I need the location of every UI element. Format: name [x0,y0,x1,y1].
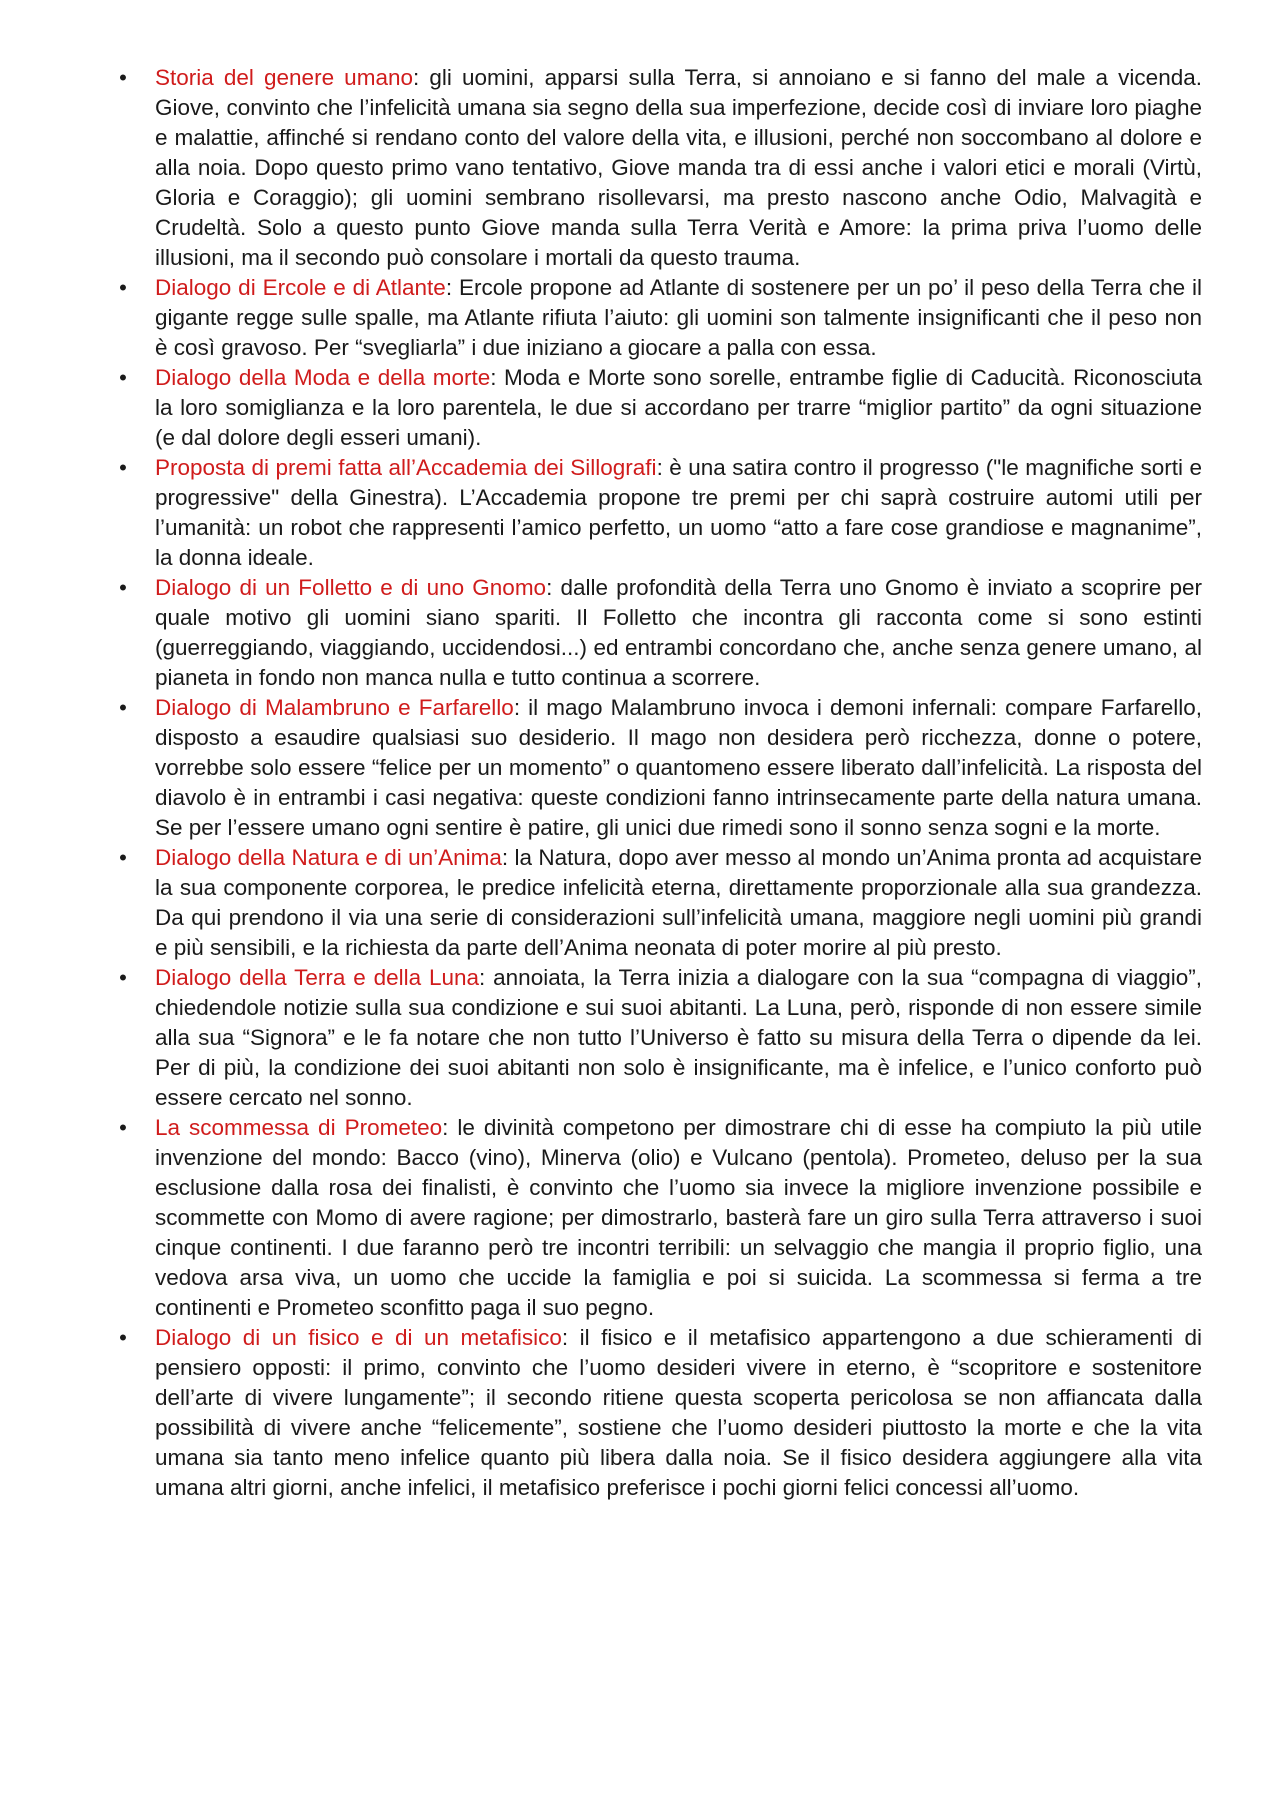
list-item [119,1113,1202,1323]
bullet-icon: • [119,1325,127,1350]
item-title: Dialogo di un fisico e di un metafisico [155,1325,562,1350]
bullet-icon: • [119,275,127,300]
item-text: : annoiata, la Terra inizia a dialogare con la sua “compagna di viaggio”, chiedendole notizie sulla sua condizione e sui suoi abitanti. La Luna, però, risponde di non essere simile alla sua “Signora” e le fa notare che non tutto l’Universo è fatto su misura della Terra o dipende da lei. Per di più, la condizione dei suoi abitanti non solo è insignificante, ma è infelice, e l’unico conforto può essere cercato nel sonno. [155,965,1202,1110]
item-text: : dalle profondità della Terra uno Gnomo è inviato a scoprire per quale motivo gli uomini siano spariti. Il Folletto che incontra gli racconta come si sono estinti (guerreggiando, viaggiando, uccidendosi...) ed entrambi concordano che, anche senza genere umano, al pianeta in fondo non manca nulla e tutto continua a scorrere. [155,575,1202,690]
bullet-icon: • [119,1115,127,1140]
item-text: : Moda e Morte sono sorelle, entrambe figlie di Caducità. Riconosciuta la loro somiglianza e la loro parentela, le due si accordano per trarre “miglior partito” da ogni situazione (e dal dolore degli esseri umani). [155,365,1202,450]
list-item [119,843,1202,963]
bullet-icon: • [119,455,127,480]
item-title: Dialogo di Ercole e di Atlante [155,275,446,300]
item-text: : il mago Malambruno invoca i demoni infernali: compare Farfarello, disposto a esaudire qualsiasi suo desiderio. Il mago non desidera però ricchezza, donne o potere, vorrebbe solo essere “felice per un momento” o quantomeno essere liberato dall’infelicità. La risposta del diavolo è in entrambi i casi negativa: queste condizioni fanno intrinsecamente parte della natura umana. Se per l’essere umano ogni sentire è patire, gli unici due rimedi sono il sonno senza sogni e la morte. [155,695,1202,840]
item-title: Dialogo della Terra e della Luna [155,965,480,990]
list-item [119,573,1202,693]
bullet-icon: • [119,365,127,390]
list-item [119,363,1202,453]
bullet-icon: • [119,845,127,870]
item-text: : Ercole propone ad Atlante di sostenere per un po’ il peso della Terra che il gigante regge sulle spalle, ma Atlante rifiuta l’aiuto: gli uomini son talmente insignificanti che il peso non è così gravoso. Per “svegliarla” i due iniziano a giocare a palla con essa. [155,275,1202,360]
item-title: Proposta di premi fatta all’Accademia dei Sillografi [155,455,657,480]
list-item [119,453,1202,573]
item-title: Storia del genere umano [155,65,413,90]
bullet-icon: • [119,575,127,600]
item-title: Dialogo della Moda e della morte [155,365,491,390]
item-title: Dialogo di Malambruno e Farfarello [155,695,514,720]
item-text: : gli uomini, apparsi sulla Terra, si annoiano e si fanno del male a vicenda. Giove, convinto che l’infelicità umana sia segno della sua imperfezione, decide così di inviare loro piaghe e malattie, affinché si rendano conto del valore della vita, e illusioni, perché non soccombano al dolore e alla noia. Dopo questo primo vano tentativo, Giove manda tra di essi anche i valori etici e morali (Virtù, Gloria e Coraggio); gli uomini sembrano risollevarsi, ma presto nascono anche Odio, Malvagità e Crudeltà. Solo a questo punto Giove manda sulla Terra Verità e Amore: la prima priva l’uomo delle illusioni, ma il secondo può consolare i mortali da questo trauma. [155,65,1202,270]
operette-list [119,63,1202,1503]
list-item [119,963,1202,1113]
bullet-icon: • [119,695,127,720]
item-title: La scommessa di Prometeo [155,1115,443,1140]
item-text: : le divinità competono per dimostrare chi di esse ha compiuto la più utile invenzione del mondo: Bacco (vino), Minerva (olio) e Vulcano (pentola). Prometeo, deluso per la sua esclusione dalla rosa dei finalisti, è convinto che l’uomo sia invece la migliore invenzione possibile e scommette con Momo di avere ragione; per dimostrarlo, basterà fare un giro sulla Terra attraverso i suoi cinque continenti. I due faranno però tre incontri terribili: un selvaggio che mangia il proprio figlio, una vedova arsa viva, un uomo che uccide la famiglia e poi si suicida. La scommessa si ferma a tre continenti e Prometeo sconfitto paga il suo pegno. [155,1115,1202,1320]
list-item [119,1323,1202,1503]
list-item [119,63,1202,273]
list-item [119,693,1202,843]
item-title: Dialogo della Natura e di un’Anima [155,845,502,870]
bullet-icon: • [119,965,127,990]
item-text: : il fisico e il metafisico appartengono a due schieramenti di pensiero opposti: il primo, convinto che l’uomo desideri vivere in eterno, è “scopritore e sostenitore dell’arte di vivere lungamente”; il secondo ritiene questa scoperta pericolosa se non affiancata dalla possibilità di vivere anche “felicemente”, sostiene che l’uomo desideri piuttosto la morte e che la vita umana sia tanto meno infelice quanto più libera dalla noia. Se il fisico desidera aggiungere alla vita umana altri giorni, anche infelici, il metafisico preferisce i pochi giorni felici concessi all’uomo. [155,1325,1202,1500]
bullet-icon: • [119,65,127,90]
item-title: Dialogo di un Folletto e di uno Gnomo [155,575,547,600]
list-item [119,273,1202,363]
item-text: : è una satira contro il progresso ("le magnifiche sorti e progressive" della Ginestra). L’Accademia propone tre premi per chi saprà costruire automi utili per l’umanità: un robot che rappresenti l’amico perfetto, un uomo “atto a fare cose grandiose e magnanime”, la donna ideale. [155,455,1202,570]
item-text: : la Natura, dopo aver messo al mondo un’Anima pronta ad acquistare la sua componente corporea, le predice infelicità eterna, direttamente proporzionale alla sua grandezza. Da qui prendono il via una serie di considerazioni sull’infelicità umana, maggiore negli uomini più grandi e più sensibili, e la richiesta da parte dell’Anima neonata di poter morire al più presto. [155,845,1202,960]
